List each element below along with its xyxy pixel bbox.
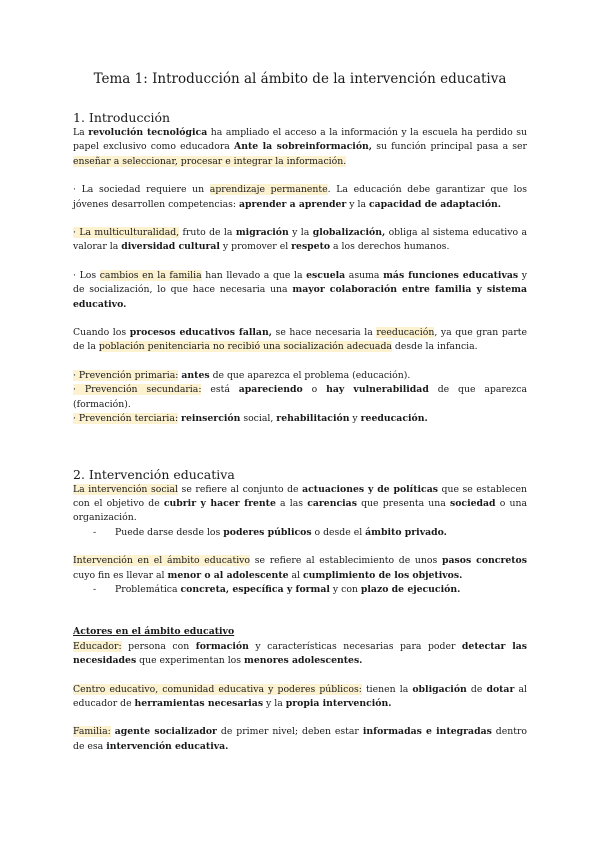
paragraph-intervencion-ambito-educativo: Intervención en el ámbito educativo se refiere al establecimiento de unos pasos concretos cuyo fin es llevar al menor o al adolescente al cumplimiento de los objetivos.	[73, 555, 527, 581]
paragraph-intervencion-social: La intervención social se refiere al conjunto de actuaciones y de políticas que se establecen con el objetivo de cubrir y hacer frente a las carencias que presenta una sociedad o una organización.	[73, 483, 528, 524]
document-title: Tema 1: Introducción al ámbito de la intervención educativa	[93, 71, 507, 87]
paragraph-multiculturalidad: · La multiculturalidad, fruto de la migración y la globalización, obliga al sistema educativo a valorar la diversidad cultural y promover el respeto a los derechos humanos.	[73, 227, 527, 253]
list-item-prevencion-terciaria: · Prevención terciaria: reinserción social, rehabilitación y reeducación.	[73, 413, 428, 425]
paragraph-actor-centro-educativo: Centro educativo, comunidad educativa y poderes públicos: tienen la obligación de dotar al educador de herramientas necesarias y la propia intervención.	[73, 683, 527, 709]
highlight: enseñar a seleccionar, procesar e integrar la información.	[73, 155, 347, 167]
paragraph-aprendizaje-permanente: · La sociedad requiere un aprendizaje permanente. La educación debe garantizar que los jóvenes desarrollen competencias: aprender a aprender y la capacidad de adaptación.	[73, 184, 527, 210]
section-heading-introduccion: 1. Introducción	[73, 110, 171, 125]
dash-item-problematica: - Problemática concreta, específica y formal y con plazo de ejecución.	[93, 583, 527, 597]
dash-item-poderes-publicos: - Puede darse desde los poderes públicos o desde el ámbito privado.	[93, 526, 527, 540]
paragraph-actor-familia: Familia: agente socializador de primer nivel; deben estar informadas e integradas dentro de esa intervención educativa.	[73, 726, 527, 752]
paragraph-actor-educador: Educador: persona con formación y características necesarias para poder detectar las necesidades que experimentan los menores adolescentes.	[73, 640, 527, 667]
subheading-actores: Actores en el ámbito educativo	[73, 626, 235, 638]
paragraph-revolucion-tecnologica: La revolución tecnológica ha ampliado el acceso a la información y la escuela ha perdido su papel exclusivo como educadora Ante la sobreinformación, su función principal pasa a ser enseñar a seleccionar, procesar e integrar la información.	[73, 127, 527, 167]
list-item-prevencion-secundaria: · Prevención secundaria: está apareciendo o hay vulnerabilidad de que aparezca (formación).	[73, 384, 527, 410]
section-heading-intervencion: 2. Intervención educativa	[73, 466, 235, 482]
paragraph-cambios-familia: · Los cambios en la familia han llevado a que la escuela asuma más funciones educativas y de socialización, lo que hace necesaria una mayor colaboración entre familia y sistema educativo.	[73, 269, 527, 310]
list-item-prevencion-primaria: · Prevención primaria: antes de que aparezca el problema (educación).	[73, 369, 411, 381]
paragraph-procesos-educativos: Cuando los procesos educativos fallan, se hace necesaria la reeducación, ya que gran parte de la población penitenciaria no recibió una socialización adecuada desde la infancia.	[73, 327, 527, 353]
